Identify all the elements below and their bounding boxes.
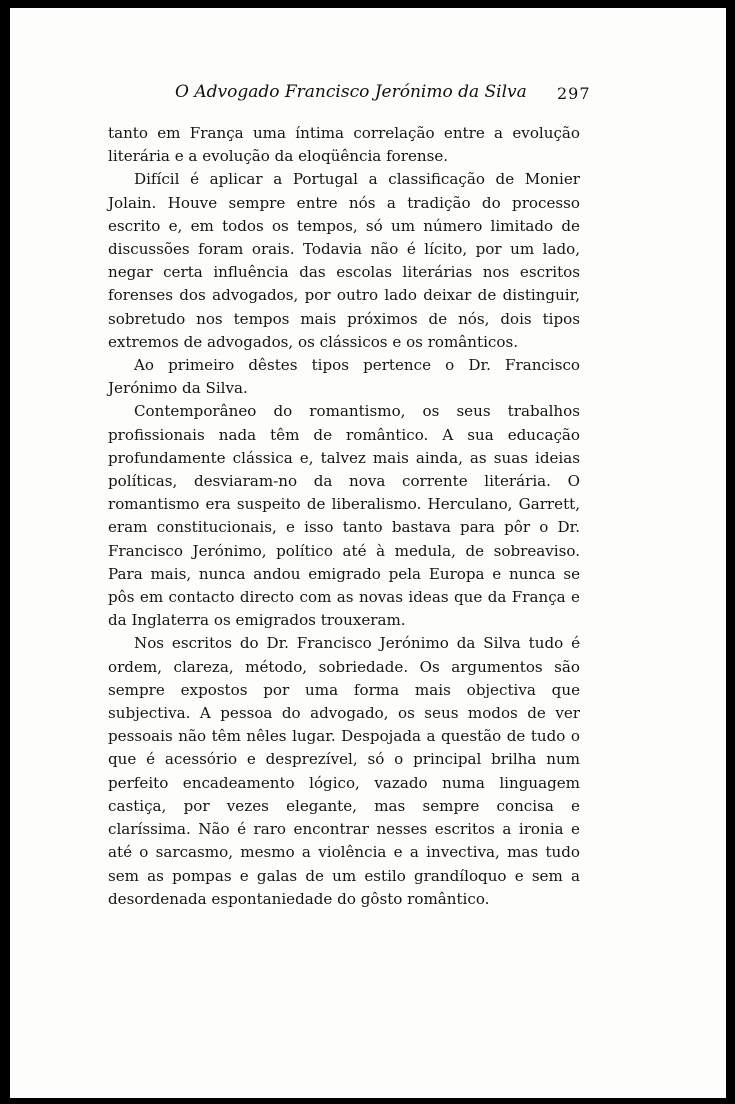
paragraph: Contemporâneo do romantismo, os seus trabalhos profissionais nada têm de romântico. A sua educação profundamente clássica e, talvez mais ainda, as suas ideias políticas, desviaram-no da nova corrente literária. O romantismo era suspeito de liberalismo. Herculano, Garrett, eram constitucionais, e isso tanto bastava para pôr o Dr. Francisco Jerónimo, político até à medula, de sobreaviso. Para mais, nunca andou emigrado pela Europa e nunca se pôs em contacto directo com as novas ideas que da França e da Inglaterra os emigrados trouxeram. [108,402,580,630]
paragraph: Difícil é aplicar a Portugal a classificação de Monier Jolain. Houve sempre entre nós a tradição do processo escrito e, em todos os tempos, só um número limitado de discussões foram orais. Todavia não é lícito, por um lado, negar certa influência das escolas literárias nos escritos forenses dos advogados, por outro lado deixar de distinguir, sobretudo nos tempos mais próximos de nós, dois tipos extremos de advogados, os clássicos e os românticos. [108,170,580,351]
paragraph: Ao primeiro dêstes tipos pertence o Dr. Francisco Jerónimo da Silva. [108,356,580,398]
page-header [10,82,726,112]
page-number: 297 [557,84,591,103]
paragraph: Nos escritos do Dr. Francisco Jerónimo da Silva tudo é ordem, clareza, método, sobriedade. Os argumentos são sempre expostos por uma forma mais objectiva que subjectiva. A pessoa do advogado, os seus modos de ver pessoais não têm nêles lugar. Despojada a questão de tudo o que é acessório e desprezível, só o principal brilha num perfeito encadeamento lógico, vazado numa linguagem castiça, por vezes elegante, mas sempre concisa e claríssima. Não é raro encontrar nesses escritos a ironia e até o sarcasmo, mesmo a violência e a invectiva, mas tudo sem as pompas e galas de um estilo grandíloquo e sem a desordenada espontaniedade do gôsto romântico. [108,634,580,908]
book-page [10,8,726,1098]
paragraph-continuation: tanto em França uma íntima correlação entre a evolução literária e a evolução da eloqüência forense. [108,124,580,166]
running-title: O Advogado Francisco Jerónimo da Silva [175,82,527,102]
body-text [108,122,580,911]
